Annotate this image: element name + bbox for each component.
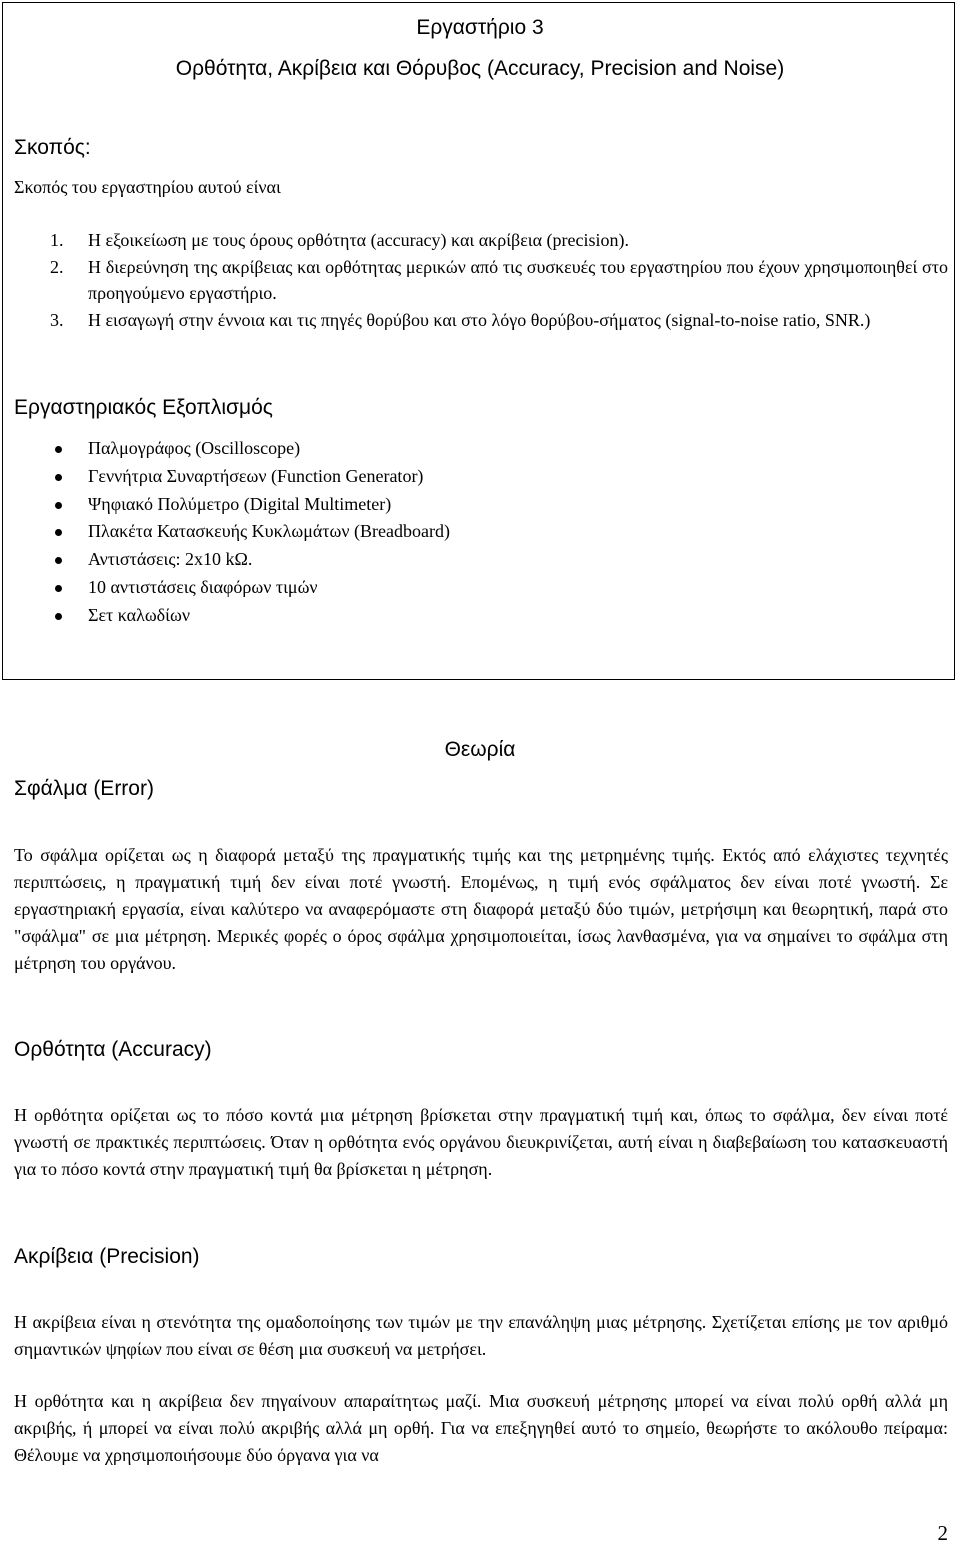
bullet-icon — [55, 529, 62, 536]
theory-heading: Θεωρία — [444, 738, 516, 761]
lab-number: Εργαστήριο 3 — [416, 16, 544, 39]
equipment-item: Αντιστάσεις: 2x10 kΩ. — [0, 546, 900, 574]
error-heading: Σφάλμα (Error) — [14, 777, 154, 800]
bullet-icon — [55, 557, 62, 564]
equipment-heading: Εργαστηριακός Εξοπλισμός — [14, 396, 273, 419]
equipment-item: Γεννήτρια Συναρτήσεων (Function Generator) — [0, 463, 900, 491]
error-paragraph: Το σφάλμα ορίζεται ως η διαφορά μεταξύ της πραγματικής τιμής και της μετρημένης τιμής. Εκτός από ελάχιστες τεχνητές περιπτώσεις, η πραγματική τιμή δεν είναι ποτέ γνωστή. Επομένως, η τιμή ενός σφάλματος δεν είναι ποτέ γνωστή. Σε εργαστηριακή εργασία, είναι καλύτερο να αναφερόμαστε στη διαφορά μεταξύ δύο τιμών, μετρήσιμη και θεωρητική, παρά στο "σφάλμα" σε μια μέτρηση. Μερικές φορές ο όρος σφάλμα χρησιμοποιείται, ίσως λανθασμένα, για να σημαίνει το σφάλμα στη μέτρηση του οργάνου. — [14, 845, 948, 973]
lab-title: Ορθότητα, Ακρίβεια και Θόρυβος (Accuracy, Precision and Noise) — [175, 57, 785, 80]
closing-paragraph: Η ορθότητα και η ακρίβεια δεν πηγαίνουν απαραίτητως μαζί. Μια συσκευή μέτρησης μπορεί να είναι πολύ ορθή αλλά μη ακριβής, ή μπορεί να είναι πολύ ακριβής αλλά μη ορθή. Για να επεξηγηθεί αυτό το σημείο, θεωρήστε το ακόλουθο πείραμα: Θέλουμε να χρησιμοποιήσουμε δύο όργανα για να — [14, 1391, 948, 1465]
equipment-item: 10 αντιστάσεις διαφόρων τιμών — [0, 574, 900, 602]
accuracy-heading: Ορθότητα (Accuracy) — [14, 1038, 212, 1061]
purpose-list — [0, 227, 948, 333]
precision-heading: Ακρίβεια (Precision) — [14, 1245, 200, 1268]
bullet-icon — [55, 502, 62, 509]
page-number: 2 — [937, 1521, 948, 1545]
bullet-icon — [55, 474, 62, 481]
equipment-item: Σετ καλωδίων — [0, 602, 900, 630]
purpose-heading: Σκοπός: — [14, 136, 91, 159]
accuracy-paragraph: Η ορθότητα ορίζεται ως το πόσο κοντά μια μέτρηση βρίσκεται στην πραγματική τιμή και, όπως το σφάλμα, δεν είναι ποτέ γνωστή σε πρακτικές περιπτώσεις. Όταν η ορθότητα ενός οργάνου διευκρινίζεται, αυτή είναι η διαβεβαίωση του κατασκευαστή για το πόσο κοντά στην πραγματική τιμή θα βρίσκεται η μέτρηση. — [14, 1105, 948, 1179]
precision-paragraph: Η ακρίβεια είναι η στενότητα της ομαδοποίησης των τιμών με την επανάληψη μιας μέτρησης. Σχετίζεται επίσης με τον αριθμό σημαντικών ψηφίων που είναι σε θέση μια συσκευή να μετρήσει. — [14, 1312, 948, 1359]
equipment-list — [0, 435, 900, 630]
bullet-icon — [55, 446, 62, 453]
purpose-intro: Σκοπός του εργαστηρίου αυτού είναι — [14, 177, 281, 197]
bullet-icon — [55, 585, 62, 592]
equipment-item: Πλακέτα Κατασκευής Κυκλωμάτων (Breadboard) — [0, 518, 900, 546]
bullet-icon — [55, 613, 62, 620]
purpose-item: 2. Η διερεύνηση της ακρίβειας και ορθότητας μερικών από τις συσκευές του εργαστηρίου που έχουν χρησιμοποιηθεί στο προηγούμενο εργαστήριο. — [50, 256, 948, 303]
purpose-item: 1. Η εξοικείωση με τους όρους ορθότητα (accuracy) και ακρίβεια (precision). — [50, 230, 630, 250]
equipment-item: Παλμογράφος (Oscilloscope) — [0, 435, 900, 463]
purpose-item: 3. Η εισαγωγή στην έννοια και τις πηγές θορύβου και στο λόγο θορύβου-σήματος (signal-to-noise ratio, SNR.) — [50, 309, 871, 330]
equipment-item: Ψηφιακό Πολύμετρο (Digital Multimeter) — [0, 491, 900, 519]
